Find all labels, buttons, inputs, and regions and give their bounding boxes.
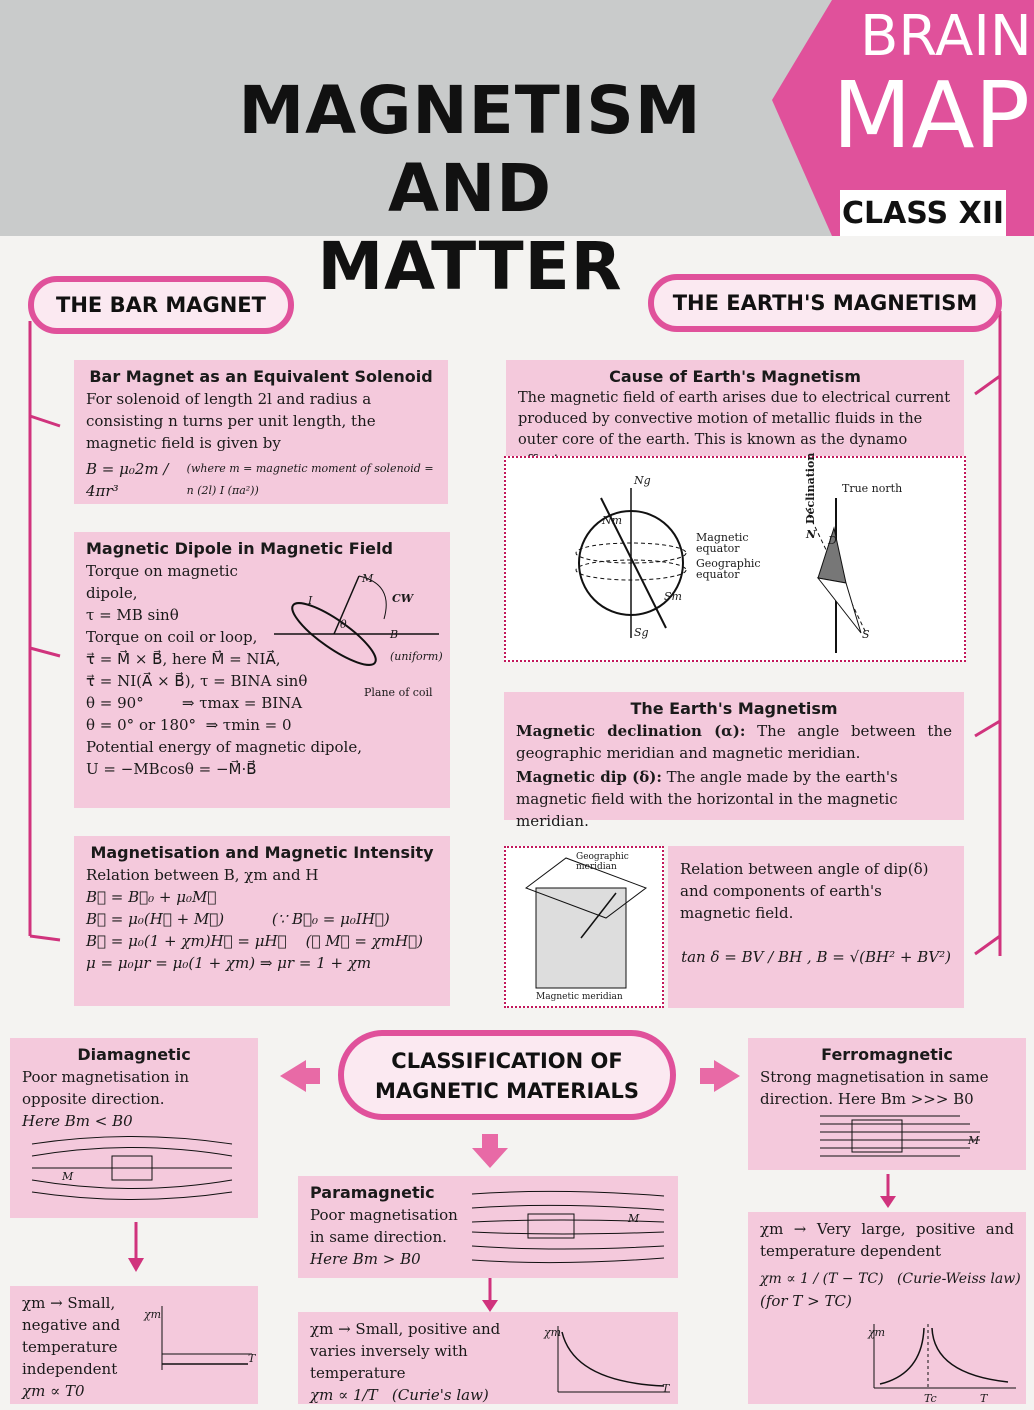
fig-label-m: M [362,572,374,585]
solenoid-text: For solenoid of length 2l and radius a consisting n turns per unit length, the magnetic field is given by [86,390,376,452]
solenoid-formula: B = μ₀2m / 4πr³ [86,460,169,500]
fig-label-b: B (uniform) [390,628,443,663]
mag-line: B⃗ = μ₀(H⃗ + M⃗) (∵ B⃗₀ = μ₀IH⃗) [86,910,390,928]
diamagnetic-panel [10,1038,258,1218]
ferro-chi-text: χm → Very large, positive and temperature dependent [760,1220,1014,1260]
label-declination: Declination [804,452,817,524]
class-badge: CLASS XII [840,190,1006,236]
badge-map: MAP [832,62,1030,169]
ferro-axis-t: T [980,1392,988,1405]
dipole-line: θ = 90° ⇒ τmax = BINA [86,694,303,712]
paramagnetic-panel [298,1176,678,1278]
solenoid-title: Bar Magnet as an Equivalent Solenoid [89,367,433,386]
cause-text: The magnetic field of earth arises due to electrical current produced by convective motion of metallic fluids in the outer core of the earth. This is known as the dynamo [518,390,951,448]
ferro-m: M [968,1134,980,1147]
mag-line: B⃗ = B⃗₀ + μ₀M⃗ [86,888,217,906]
ferro-axis-chi: χm [868,1326,886,1339]
dipole-line: U = −MBcosθ = −M⃗·B⃗ [86,760,257,778]
label-s: S [862,628,870,641]
dipole-line: Torque on coil or loop, [86,628,258,646]
mag-line: μ = μ₀μr = μ₀(1 + χm) ⇒ μr = 1 + χm [86,954,372,972]
dipole-line: τ⃗ = NI(A⃗ × B⃗), τ = BINA sinθ [86,672,308,690]
label-d: D [828,534,837,547]
fig-label-theta: θ [340,618,347,631]
dia-axis-chi: χm [144,1308,162,1321]
dipole-line: τ = MB sinθ [86,606,179,624]
magnetisation-title: Magnetisation and Magnetic Intensity [90,843,434,862]
mag-line: B⃗ = μ₀(1 + χm)H⃗ = μH⃗ (∵ M⃗ = χmH⃗) [86,932,423,950]
dia-chi-line: negative and [22,1316,121,1334]
ferromagnetic-panel [748,1038,1026,1170]
para-chi-text: χm → Small, positive and varies inversely with temperature [310,1320,501,1382]
classification-heading: CLASSIFICATION OF MAGNETIC MATERIALS [338,1030,676,1120]
mag-line: Relation between B, χm and H [86,866,319,884]
ferro-tc: Tc [924,1392,937,1405]
dia-chi-line: χm ∝ T0 [22,1382,85,1400]
dia-field-diagram [22,1134,242,1204]
dia-chi-graph [158,1306,254,1376]
declination-text: The angle between the geographic meridian and magnetic meridian. [516,722,952,762]
dip-label: Magnetic dip (δ): [516,768,662,786]
para-text: Poor magnetisation in same direction. [310,1206,458,1246]
dia-title: Diamagnetic [77,1045,191,1064]
ferro-chi-graph [868,1324,1018,1394]
dia-chi-line: temperature [22,1338,118,1356]
label-ng: Ng [634,474,651,487]
dipole-title: Magnetic Dipole in Magnetic Field [86,539,393,558]
solenoid-note: (where m = magnetic moment of solenoid = n (2l) I (πa²)) [186,462,434,497]
para-chi-panel [298,1312,678,1404]
label-sm: Sm [664,590,682,603]
label-geo-eq: Geographic equator [696,557,761,581]
dia-here: Here Bm < B0 [22,1112,133,1130]
dipole-line: Potential energy of magnetic dipole, [86,738,362,756]
fig-label-plane: Plane of coil [364,686,433,699]
dip-relation-text: Relation between angle of dip(δ) and components of earth's magnetic field. [680,860,929,922]
dia-chi-line: independent [22,1360,118,1378]
label-n: N [806,528,817,541]
earth-magnetism-title: The Earth's Magnetism [630,699,838,718]
dia-axis-t: T [248,1352,256,1365]
cause-title: Cause of Earth's Magnetism [609,367,861,386]
dipole-line: τ⃗ = M⃗ × B⃗, here M⃗ = NIA⃗, [86,650,281,668]
para-law: χm ∝ 1/T (Curie's law) [310,1386,489,1404]
earth-heading: THE EARTH'S MAGNETISM [648,274,1002,332]
para-m: M [628,1212,640,1225]
para-axis-t: T [662,1382,670,1395]
dip-fig-mag: Magnetic meridian [536,992,623,1002]
ferro-title: Ferromagnetic [821,1045,953,1064]
label-sg: Sg [634,626,649,639]
dia-chi-panel [10,1286,258,1404]
label-nm: Nm [602,514,623,527]
ferro-chi-panel [748,1212,1026,1404]
declination-label: Magnetic declination (α): [516,722,746,740]
dip-fig-geo: Geographic meridian [576,852,629,872]
bar-magnet-heading: THE BAR MAGNET [28,276,294,334]
dia-m: M [62,1170,74,1183]
para-here: Here Bm > B0 [310,1250,421,1268]
dip-relation-formula: tan δ = BV / BH , B = √(BH² + BV²) [681,948,951,966]
dip-text: The angle made by the earth's magnetic field with the horizontal in the magnetic meridian. [516,768,898,830]
para-title: Paramagnetic [310,1183,435,1202]
dia-chi-line: χm → Small, [22,1294,116,1312]
fig-label-cw: CW [392,592,414,605]
label-mag-eq: Magnetic equator [696,531,749,555]
title-line-2: MATTER [317,228,623,305]
dipole-line: θ = 0° or 180° ⇒ τmin = 0 [86,716,292,734]
ferro-law: χm ∝ 1 / (T − TC) (Curie-Weiss law) [760,1271,1021,1287]
ferro-text: Strong magnetisation in same direction. Here Bm >>> B0 [760,1068,989,1108]
ferro-cond: (for T > TC) [760,1292,852,1310]
title-line-1: MAGNETISM AND [238,72,702,227]
badge-brain: BRAIN [860,4,1032,69]
label-true-north: True north [842,482,903,495]
para-axis-chi: χm [544,1326,562,1339]
para-chi-graph [554,1326,672,1402]
dipole-line: Torque on magnetic dipole, [86,562,238,602]
fig-label-i: I [308,594,313,607]
dia-text: Poor magnetisation in opposite direction. [22,1068,189,1108]
